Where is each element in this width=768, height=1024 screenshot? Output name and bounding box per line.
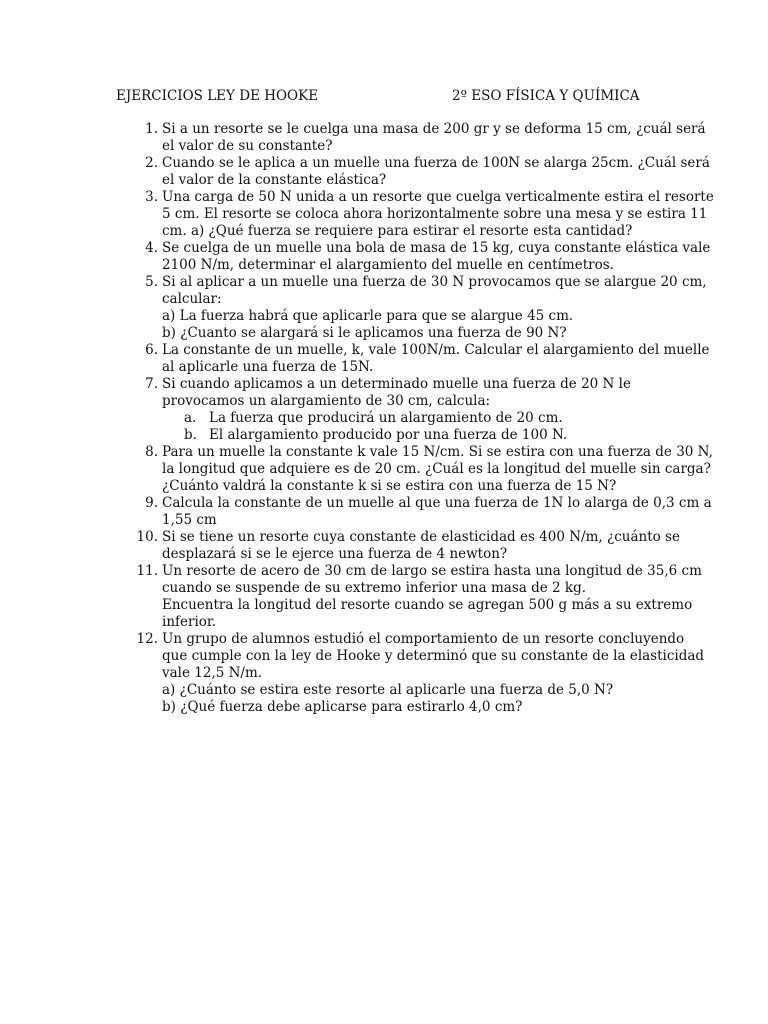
exercise-text-line: Una carga de 50 N unida a un resorte que cuelga verticalmente estira el resorte <box>162 189 714 205</box>
document-title: EJERCICIOS LEY DE HOOKE <box>116 88 319 104</box>
exercise-text-line: al aplicarle una fuerza de 15N. <box>162 359 374 375</box>
exercise-text-line: a) ¿Cuánto se estira este resorte al aplicarle una fuerza de 5,0 N? <box>162 682 614 698</box>
exercise-text-line: Encuentra la longitud del resorte cuando se agregan 500 g más a su extremo <box>162 597 693 613</box>
subitem-letter: a. <box>184 410 197 426</box>
exercise-number: 3. <box>145 189 158 205</box>
exercise-list <box>136 121 714 716</box>
exercise-text-line: cuando se suspende de su extremo inferior una masa de 2 kg. <box>162 580 586 596</box>
exercise-text-line: ¿Cuánto valdrá la constante k si se estira con una fuerza de 15 N? <box>162 478 617 494</box>
subitem-text: El alargamiento producido por una fuerza de 100 N. <box>209 427 568 443</box>
exercise-number: 7. <box>145 376 158 392</box>
exercise-item <box>136 376 696 444</box>
exercise-item <box>136 563 702 631</box>
exercise-item <box>136 155 710 189</box>
exercise-text-line: Un grupo de alumnos estudió el comportamiento de un resorte concluyendo <box>162 631 685 647</box>
exercise-text-line: vale 12,5 N/m. <box>162 665 263 681</box>
exercise-text-line: Un resorte de acero de 30 cm de largo se estira hasta una longitud de 35,6 cm <box>162 563 702 579</box>
exercise-item <box>136 495 712 529</box>
exercise-item <box>136 121 706 155</box>
exercise-text-line: el valor de la constante elástica? <box>162 172 387 188</box>
exercise-text-line: cm. a) ¿Qué fuerza se requiere para estirar el resorte esta cantidad? <box>162 223 633 239</box>
exercise-number: 5. <box>145 274 158 290</box>
exercise-text-line: que cumple con la ley de Hooke y determinó que su constante de la elasticidad <box>162 648 705 664</box>
exercise-text-line: Cuando se le aplica a un muelle una fuerza de 100N se alarga 25cm. ¿Cuál será <box>162 155 710 171</box>
exercise-number: 11. <box>136 563 158 579</box>
exercise-text-line: 5 cm. El resorte se coloca ahora horizontalmente sobre una mesa y se estira 11 <box>162 206 708 222</box>
exercise-text-line: Calcula la constante de un muelle al que una fuerza de 1N lo alarga de 0,3 cm a <box>162 495 712 511</box>
exercise-text-line: 1,55 cm <box>162 512 217 528</box>
subitem-letter: b. <box>184 427 197 443</box>
exercise-item <box>136 529 696 563</box>
exercise-text-line: La constante de un muelle, k, vale 100N/m. Calcular el alargamiento del muelle <box>162 342 710 358</box>
exercise-text-line: Si a un resorte se le cuelga una masa de 200 gr y se deforma 15 cm, ¿cuál será <box>162 121 706 137</box>
exercise-number: 2. <box>145 155 158 171</box>
exercise-subitem <box>162 427 696 444</box>
exercise-text-line: Si al aplicar a un muelle una fuerza de 30 N provocamos que se alargue 20 cm, <box>162 274 707 290</box>
exercise-item <box>136 240 711 274</box>
exercise-text-line: la longitud que adquiere es de 20 cm. ¿Cuál es la longitud del muelle sin carga? <box>162 461 711 477</box>
exercise-item <box>136 631 705 716</box>
exercise-text-line: desplazará si se le ejerce una fuerza de 4 newton? <box>162 546 508 562</box>
exercise-item <box>136 189 714 240</box>
exercise-number: 12. <box>136 631 158 647</box>
exercise-text-line: b) ¿Qué fuerza debe aplicarse para estirarlo 4,0 cm? <box>162 699 523 715</box>
exercise-text-line: Si cuando aplicamos a un determinado muelle una fuerza de 20 N le <box>162 376 631 392</box>
exercise-number: 10. <box>136 529 158 545</box>
exercise-text-line: Para un muelle la constante k vale 15 N/cm. Si se estira con una fuerza de 30 N, <box>162 444 713 460</box>
exercise-number: 1. <box>145 121 158 137</box>
exercise-number: 6. <box>145 342 158 358</box>
exercise-number: 4. <box>145 240 158 256</box>
exercise-text-line: Se cuelga de un muelle una bola de masa de 15 kg, cuya constante elástica vale <box>162 240 711 256</box>
exercise-number: 8. <box>145 444 158 460</box>
exercise-text-line: a) La fuerza habrá que aplicarle para que se alargue 45 cm. <box>162 308 574 324</box>
exercise-text-line: calcular: <box>162 291 222 307</box>
document-header <box>116 86 676 106</box>
exercise-number: 9. <box>145 495 158 511</box>
exercise-text-line: b) ¿Cuanto se alargará si le aplicamos una fuerza de 90 N? <box>162 325 567 341</box>
exercise-text-line: el valor de su constante? <box>162 138 333 154</box>
exercise-subitem <box>162 410 696 427</box>
exercise-text-line: provocamos un alargamiento de 30 cm, calcula: <box>162 393 491 409</box>
exercise-text-line: Si se tiene un resorte cuya constante de elasticidad es 400 N/m, ¿cuánto se <box>162 529 680 545</box>
exercise-item <box>136 274 707 342</box>
exercise-text-line: 2100 N/m, determinar el alargamiento del muelle en centímetros. <box>162 257 614 273</box>
exercise-item <box>136 342 710 376</box>
course-label: 2º ESO FÍSICA Y QUÍMICA <box>452 88 640 104</box>
subitem-text: La fuerza que producirá un alargamiento de 20 cm. <box>209 410 563 426</box>
exercise-text-line: inferior. <box>162 614 217 630</box>
exercise-item <box>136 444 713 495</box>
